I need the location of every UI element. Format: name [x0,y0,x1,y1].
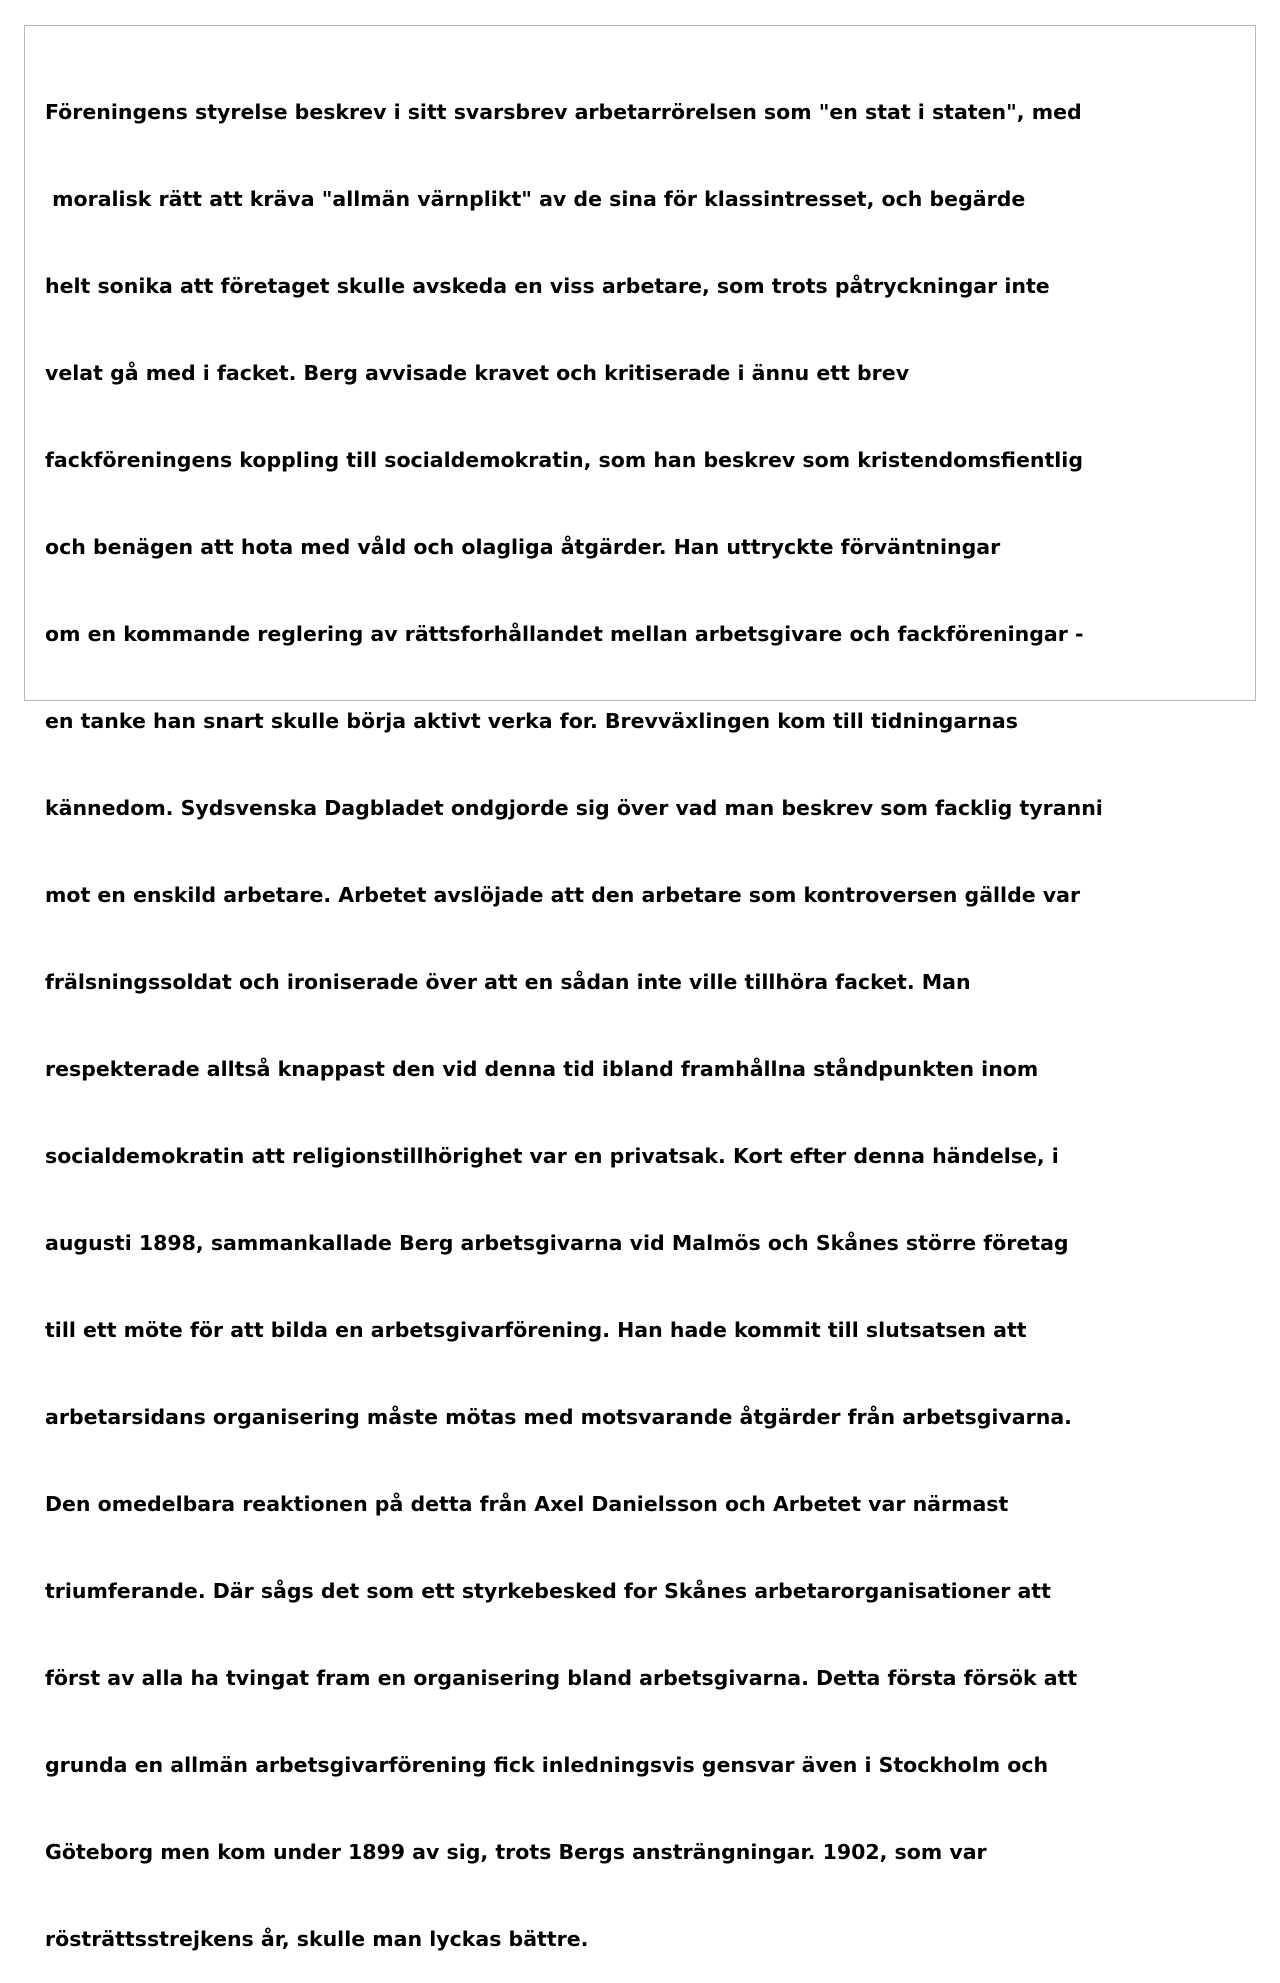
text-line: kännedom. Sydsvenska Dagbladet ondgjorde sig över vad man beskrev som facklig tyranni [45,796,1103,820]
text-line: Den omedelbara reaktionen på detta från Axel Danielsson och Arbetet var närmast [45,1492,1009,1516]
text-line: respekterade alltså knappast den vid denna tid ibland framhållna ståndpunkten inom [45,1057,1039,1081]
text-line: Föreningens styrelse beskrev i sitt svarsbrev arbetarrörelsen som "en stat i staten", med [45,100,1082,124]
text-line: helt sonika att företaget skulle avskeda en viss arbetare, som trots påtryckningar inte [45,274,1050,298]
text-line: arbetarsidans organisering måste mötas med motsvarande åtgärder från arbetsgivarna. [45,1405,1072,1429]
text-line: Göteborg men kom under 1899 av sig, trots Bergs ansträngningar. 1902, som var [45,1840,987,1864]
text-line: velat gå med i facket. Berg avvisade kravet och kritiserade i ännu ett brev [45,361,910,385]
paragraph [45,40,1245,1983]
text-line: om en kommande reglering av rättsforhållandet mellan arbetsgivare och fackföreningar - [45,622,1084,646]
text-line: augusti 1898, sammankallade Berg arbetsgivarna vid Malmös och Skånes större företag [45,1231,1069,1255]
text-line: rösträttsstrejkens år, skulle man lyckas bättre. [45,1927,589,1951]
text-line: grunda en allmän arbetsgivarförening fick inledningsvis gensvar även i Stockholm och [45,1753,1049,1777]
text-line: socialdemokratin att religionstillhörighet var en privatsak. Kort efter denna händelse, i [45,1144,1059,1168]
text-line: triumferande. Där sågs det som ett styrkebesked for Skånes arbetarorganisationer att [45,1579,1051,1603]
text-line: mot en enskild arbetare. Arbetet avslöjade att den arbetare som kontroversen gällde var [45,883,1081,907]
text-line: frälsningssoldat och ironiserade över att en sådan inte ville tillhöra facket. Man [45,970,971,994]
text-line: en tanke han snart skulle börja aktivt verka for. Brevväxlingen kom till tidningarnas [45,709,1018,733]
text-line: moralisk rätt att kräva "allmän värnplikt" av de sina för klassintresset, och begärde [45,187,1026,211]
text-line: först av alla ha tvingat fram en organisering bland arbetsgivarna. Detta första försök att [45,1666,1078,1690]
text-line: till ett möte för att bilda en arbetsgivarförening. Han hade kommit till slutsatsen att [45,1318,1027,1342]
text-line: fackföreningens koppling till socialdemokratin, som han beskrev som kristendomsfientlig [45,448,1084,472]
text-line: och benägen att hota med våld och olagliga åtgärder. Han uttryckte förväntningar [45,535,1001,559]
